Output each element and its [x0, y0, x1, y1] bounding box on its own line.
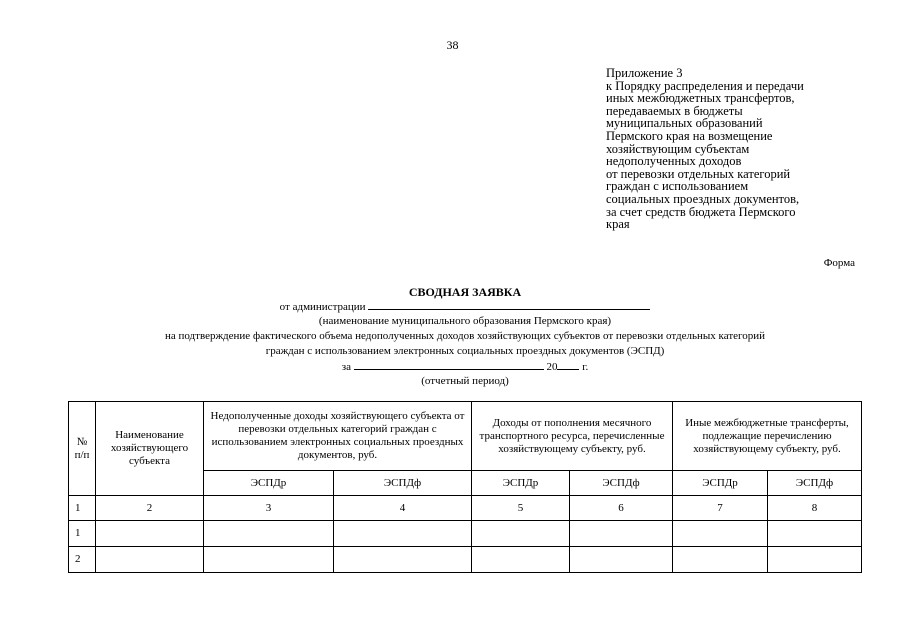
column-number: 1 [69, 496, 96, 521]
period-blank [354, 360, 544, 370]
table-cell [204, 521, 334, 547]
column-number: 8 [768, 496, 862, 521]
subheader-espdf: ЭСПДф [768, 471, 862, 496]
document-title: СВОДНАЯ ЗАЯВКА [408, 285, 522, 299]
subheader-espdf: ЭСПДф [570, 471, 673, 496]
subheader-espdr: ЭСПДр [673, 471, 768, 496]
subheader-espdr: ЭСПДр [472, 471, 570, 496]
page-number: 38 [446, 38, 459, 52]
period-year: 20 [546, 361, 558, 373]
row-number: 1 [69, 521, 96, 547]
appendix-line: передаваемых в бюджеты [606, 103, 743, 118]
appendix-line: от перевозки отдельных категорий [606, 166, 791, 181]
appendix-line: Пермского края на возмещение [606, 128, 773, 143]
appendix-line: хозяйствующим субъектам [606, 141, 750, 156]
table-cell [570, 521, 673, 547]
table-cell [768, 521, 862, 547]
purpose-line-2: граждан с использованием электронных социальных проездных документов (ЭСПД) [265, 345, 665, 357]
table-cell [334, 547, 472, 573]
summary-table [68, 401, 862, 573]
header-lost-income: Недополученные доходы хозяйствующего субъекта от перевозки отдельных категорий граждан с использованием электронных социальных проездных документов, руб. [204, 402, 472, 471]
period-suffix: г. [582, 361, 589, 373]
appendix-line: к Порядку распределения и передачи [606, 78, 804, 93]
column-number-row [69, 496, 862, 521]
subheader-espdf: ЭСПДф [334, 471, 472, 496]
table-cell [673, 547, 768, 573]
column-number: 5 [472, 496, 570, 521]
from-label: от администрации [279, 301, 366, 313]
subheader-espdr: ЭСПДр [204, 471, 334, 496]
header-topup-income: Доходы от пополнения месячного транспортного ресурса, перечисленные хозяйствующему субъекту, руб. [472, 402, 673, 471]
year-blank [557, 360, 579, 370]
row-number: 2 [69, 547, 96, 573]
municipality-blank [368, 300, 650, 310]
period-hint: (отчетный период) [421, 375, 509, 387]
appendix-line: муниципальных образований [606, 116, 763, 131]
table-cell [673, 521, 768, 547]
from-line [0, 300, 905, 313]
period-line [0, 360, 905, 373]
table-row [69, 547, 862, 573]
column-number: 6 [570, 496, 673, 521]
table-cell [768, 547, 862, 573]
table-cell [472, 547, 570, 573]
appendix-line: недополученных доходов [606, 154, 742, 169]
column-number: 2 [96, 496, 204, 521]
header-name: Наименование хозяйствующего субъекта [96, 402, 204, 496]
table-row [69, 521, 862, 547]
appendix-line: граждан с использованием [606, 179, 749, 194]
appendix-line: иных межбюджетных трансфертов, [606, 91, 795, 106]
table-cell [472, 521, 570, 547]
appendix-line: за счет средств бюджета Пермского [606, 204, 796, 219]
column-number: 3 [204, 496, 334, 521]
table-header-row [69, 402, 862, 471]
header-transfers: Иные межбюджетные трансферты, подлежащие перечислению хозяйствующему субъекту, руб. [673, 402, 862, 471]
table-cell [570, 547, 673, 573]
table-cell [96, 521, 204, 547]
form-label: Форма [823, 257, 855, 269]
table-cell [334, 521, 472, 547]
purpose-line-1: на подтверждение фактического объема недополученных доходов хозяйствующих субъектов от перевозки отдельных категорий [164, 330, 766, 342]
appendix-line: Приложение 3 [606, 66, 683, 80]
header-num: № п/п [69, 402, 96, 496]
period-prefix: за [341, 361, 351, 373]
table-cell [96, 547, 204, 573]
from-hint: (наименование муниципального образования Пермского края) [318, 315, 612, 327]
appendix-note [606, 67, 876, 231]
appendix-line: социальных проездных документов, [606, 191, 800, 206]
table-cell [204, 547, 334, 573]
column-number: 7 [673, 496, 768, 521]
column-number: 4 [334, 496, 472, 521]
appendix-line: края [606, 217, 630, 232]
